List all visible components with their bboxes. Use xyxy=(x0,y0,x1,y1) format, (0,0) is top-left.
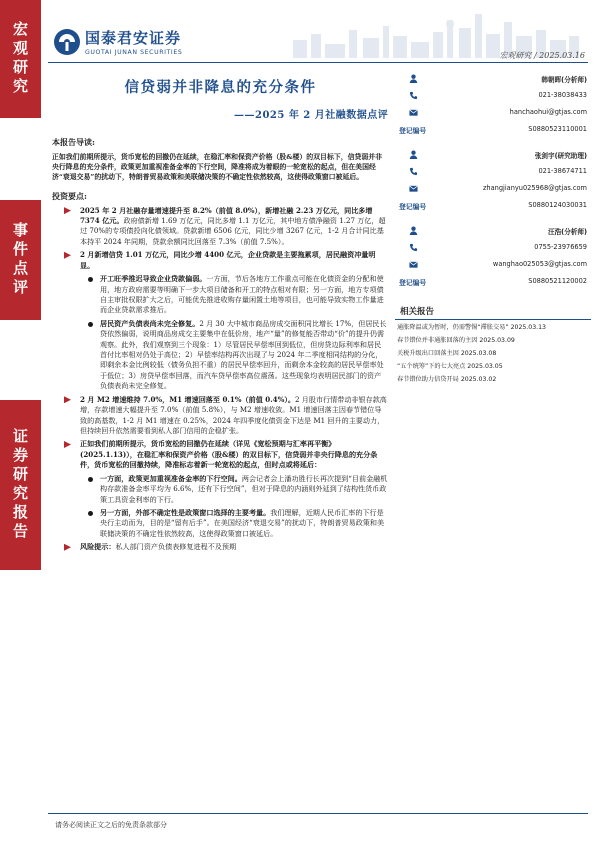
sub-point-text: 我们理解，近期人民币汇率的下行是央行主动而为，目的是“留有后手”。在美国经济“衰退交易”的扰动下，特朗普贸易政策和美联储决策的不确定性依然较高，这使得政策窗口被延后。 xyxy=(100,507,385,538)
related-report-link[interactable]: 春节错位并非通胀回落的主因 2025.03.09 xyxy=(397,336,515,344)
bullet-dot-icon xyxy=(88,477,93,482)
brand-name xyxy=(85,27,182,56)
sidebar-tag-report xyxy=(0,400,41,570)
key-point-text: 政府债新增 1.69 万亿元，同比多增 1.1 万亿元，其中地方债净融资 1.27 万亿，超过 70%的专项债投向化债领域。贷款新增 6506 亿元，同比少增 3267 亿元，1-2 月合计同比基本持平 2024 年同期，贷款余额同比回落至 7.3%（前值 7.5%）。 xyxy=(80,216,386,246)
header-divider xyxy=(48,62,588,63)
person-icon xyxy=(409,150,418,159)
sub-point xyxy=(52,319,388,392)
related-report-link[interactable]: 通胀降温或为暂时，仍需警惕“滞胀交易” 2025.03.13 xyxy=(397,324,546,331)
analyst-reg-row xyxy=(395,201,591,212)
key-point xyxy=(52,395,388,437)
sub-point-bold: 开工旺季推迟导致企业贷款偏弱。 xyxy=(100,274,207,284)
person-icon xyxy=(409,74,418,83)
analyst-phone: 021-38674711 xyxy=(538,167,587,175)
phone-icon xyxy=(409,91,418,100)
sub-point-bold: 居民资产负债表尚未完全修复。 xyxy=(100,318,200,328)
bullet-triangle-icon xyxy=(64,207,71,214)
footer-divider xyxy=(48,813,588,814)
related-report-link[interactable]: “五个统筹”下的七大亮点 2025.03.05 xyxy=(397,362,503,370)
analyst-card xyxy=(395,226,591,296)
risk-note xyxy=(52,542,388,552)
key-point-text: 2 月股市行情带动非银存款高增，存款增速大幅提升至 7.0%（前值 5.8%），与 M2 增速收敛。M1 增速回落主因春节错位导致的高基数，1-2 月 M1 增速在 0.25%，2024 年四季度化债资金下达是 M1 回升的主要动力，但持续回升依然需要看到私人部门信用的企稳扩张。 xyxy=(80,394,387,436)
related-report-link[interactable]: 关税升级出口回落主因 2025.03.08 xyxy=(397,349,497,357)
email-icon xyxy=(409,260,418,269)
analyst-phone-row xyxy=(395,167,591,178)
sub-point-text: 一方面，节后各地方工作重点可能在化债资金的分配和使用，地方政府需要等明确下一步大项目储备和开工的特点相对有限；另一方面，地方专项债自主审批权限扩大之后，可能优先推进收购存量闲置土地等项目，也可能导致实物工作量进而企业贷款需求推后。 xyxy=(100,274,384,315)
sub-point-bold: 一方面，政策更加重视准备金率的下行空间。 xyxy=(100,473,242,483)
brand-name-cn: 国泰君安证券 xyxy=(85,29,182,47)
email-icon xyxy=(409,184,418,193)
analyst-reg-number: S0880521120002 xyxy=(528,277,587,285)
sidebar-tag-label: 事件点评 xyxy=(11,222,29,298)
analyst-phone-row xyxy=(395,91,591,102)
related-reports xyxy=(395,305,591,385)
report-subtitle: ——2025 年 2 月社融数据点评 xyxy=(234,110,389,121)
sub-point-text: 两会记者会上潘功胜行长再次提到“目前金融机构存款准备金率平均为 6.6%，还有下行空间”，但对于降息的内涵则外延到了结构性货币政策工具资金利率的下行。 xyxy=(100,473,388,504)
sub-point xyxy=(52,508,388,539)
analyst-name-row xyxy=(395,150,591,161)
risk-label: 风险提示： xyxy=(80,542,116,552)
analyst-email[interactable]: hanchaohui@gtjas.com xyxy=(509,108,587,116)
analyst-reg-label: 登记编号 xyxy=(399,203,427,211)
phone-icon xyxy=(409,243,418,252)
analyst-reg-label: 登记编号 xyxy=(399,279,427,287)
report-category-date: 宏观研究 / 2025.03.16 xyxy=(499,51,585,60)
analyst-email-row xyxy=(395,260,591,271)
analyst-reg-number: S0880523110001 xyxy=(528,125,587,133)
bullet-triangle-icon xyxy=(64,544,71,551)
key-point-bold: 2 月新增信贷 1.01 万亿元，同比少增 4400 亿元，企业贷款是主要拖累项，居民融资冲量明显。 xyxy=(80,250,376,270)
key-point xyxy=(52,250,388,271)
sub-point xyxy=(52,474,388,505)
bullet-dot-icon xyxy=(88,511,93,516)
analyst-email-row xyxy=(395,184,591,195)
person-icon xyxy=(409,226,418,235)
key-point xyxy=(52,206,388,248)
key-point-bold: 正如我们前期所提示，货币宽松的回撤仍在延续（详见《宽松预期与汇率再平衡》(2025.1.13)），在稳汇率和保资产价格（股&楼）的双目标下，信贷弱并非央行降息的充分条件，货币宽松的回撤持续，降准标志着新一轮宽松的起点，但时点或将延后： xyxy=(80,439,378,470)
bullet-dot-icon xyxy=(88,277,93,282)
analyst-phone: 021-38038433 xyxy=(538,91,587,99)
sub-point-bold: 另一方面，外部不确定性是政策窗口选择的主要考量。 xyxy=(100,507,271,517)
analyst-name: 张剑宇(研究助理) xyxy=(534,152,587,160)
footer-disclaimer: 请务必阅读正文之后的免责条款部分 xyxy=(55,821,167,829)
page-header xyxy=(41,0,595,66)
analyst-name-row xyxy=(395,74,591,85)
analyst-card xyxy=(395,150,591,220)
sidebar-tag-macro xyxy=(0,0,41,118)
bullet-dot-icon xyxy=(88,322,93,327)
analyst-reg-row xyxy=(395,125,591,136)
sidebar-tag-event xyxy=(0,200,41,320)
sidebar xyxy=(0,0,41,841)
related-report-link[interactable]: 春节错位助力信贷开局 2025.03.02 xyxy=(397,375,497,383)
report-title: 信贷弱并非降息的充分条件 xyxy=(124,79,317,96)
analyst-email[interactable]: zhangjianyu025968@gtjas.com xyxy=(482,184,587,192)
bullet-triangle-icon xyxy=(64,252,71,259)
main-content xyxy=(52,137,388,556)
brand-logo-icon xyxy=(53,28,81,56)
phone-icon xyxy=(409,167,418,176)
analyst-name: 汪浩(分析师) xyxy=(548,228,587,236)
bullet-triangle-icon xyxy=(64,441,71,448)
sidebar-tag-label: 证券研究报告 xyxy=(11,428,29,542)
sub-point-text: 2 月 30 大中城市商品房成交面积同比增长 17%，但居民长贷依然偏弱，说明商品房成交主要集中在低价房，地产“量”的修复能否带动“价”的提升仍需观察。此外，我们观察到三个现象：1）尽管居民早偿率回到低位，但房贷边际利率和居民首付比率相对仍处于高位；2）早偿率结构再次出现了与 2024 年二季度相同结构的分化，即剩余本金比例较低（债务负担不重）的居民早偿率回升，而剩余本金较高的居民早偿率处于低位；3）房贷早偿率回落，而汽车贷早偿率高位震荡。这些现象均表明居民部门的资产负债表尚未完全修复。 xyxy=(100,318,387,391)
analyst-email-row xyxy=(395,108,591,119)
analyst-email[interactable]: wanghao025053@gtjas.com xyxy=(492,260,587,268)
analyst-name-row xyxy=(395,226,591,237)
bullet-triangle-icon xyxy=(64,396,71,403)
analyst-reg-row xyxy=(395,277,591,288)
analyst-card xyxy=(395,74,591,144)
analyst-reg-number: S0880124030031 xyxy=(528,201,587,209)
key-point-bold: 2025 年 2 月社融存量增速提升至 8.2%（前值 8.0%），新增社融 2.23 万亿元，同比多增 7374 亿元。 xyxy=(80,205,373,225)
analyst-phone-row xyxy=(395,243,591,254)
sub-point xyxy=(52,274,388,316)
risk-text: 私人部门资产负债表修复进程不及预期 xyxy=(115,542,237,552)
sidebar-tag-label: 宏观研究 xyxy=(11,21,29,97)
related-reports-heading: 相关报告 xyxy=(395,305,591,320)
analyst-phone: 0755-23976659 xyxy=(534,243,587,251)
email-icon xyxy=(409,108,418,117)
key-point-bold: 2 月 M2 增速维持 7.0%，M1 增速回落至 0.1%（前值 0.4%）。 xyxy=(80,394,295,404)
guide-heading: 本报告导读: xyxy=(52,137,95,147)
analyst-name: 韩朝晖(分析师) xyxy=(541,76,587,84)
key-point xyxy=(52,439,388,470)
guide-text: 正如我们前期所提示，货币宽松的回撤仍在延续，在稳汇率和保资产价格（股&楼）的双目标下，信贷弱并非央行降息的充分条件，政策更加重视准备金率的下行空间，降准将成为着眼的一轮宽松的起点，但在美国经济“衰退交易”的扰动下，特朗普贸易政策和美联储决策的不确定性依然较高，这使得政策窗口被延后。 xyxy=(52,152,383,182)
analyst-reg-label: 登记编号 xyxy=(399,127,427,135)
brand-name-en: GUOTAI JUNAN SECURITIES xyxy=(85,49,183,56)
summary-heading: 投资要点: xyxy=(52,190,87,201)
